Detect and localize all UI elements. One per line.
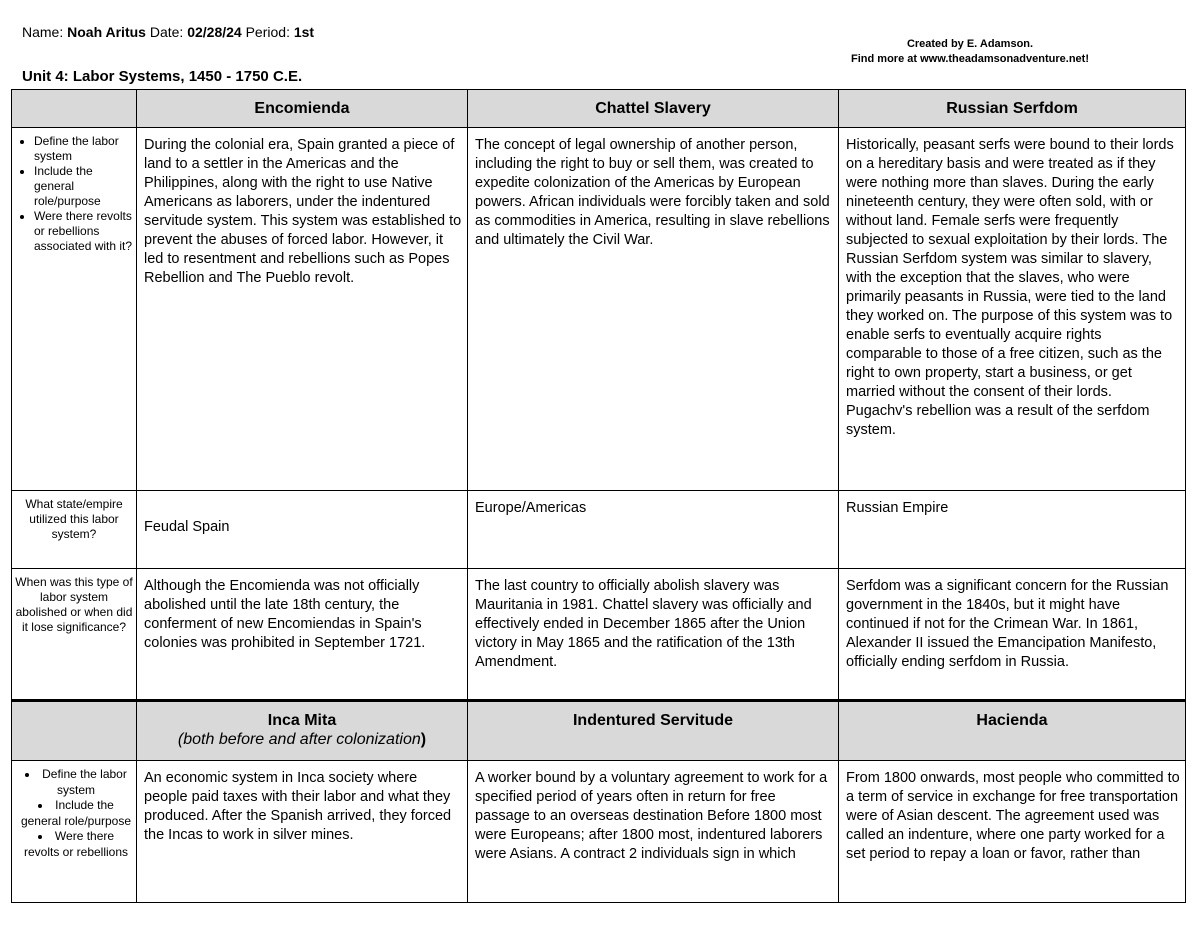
name-label: Name:	[22, 24, 64, 40]
table1-definition-row	[12, 128, 1186, 491]
question-item: • Were there revolts or rebellions	[20, 829, 132, 860]
table1-header-row	[12, 90, 1186, 128]
answer-serfdom-state: Russian Empire	[839, 491, 1186, 569]
table1-state-row	[12, 491, 1186, 569]
answer-chattel-abolished: The last country to officially abolish slavery was Mauritania in 1981. Chattel slavery was officially and effectively ended in December 1865 after the Union victory in May 1865 and the ratification of the 13th Amendment.	[468, 569, 839, 701]
answer-encomienda-state: Feudal Spain	[137, 491, 468, 569]
answer-encomienda-definition: During the colonial era, Spain granted a piece of land to a settler in the Americas and the Philippines, along with the right to use Native Americans as laborers, under the indentured servitude system. This system was established to prevent the abuses of forced labor. However, it led to resentment and rebellions such as Popes Rebellion and The Pueblo revolt.	[137, 128, 468, 491]
corner-cell	[12, 701, 137, 761]
answer-hacienda-definition: From 1800 onwards, most people who committed to a term of service in exchange for free transportation were of Asian descent. The agreement used was called an indenture, where one party worked for a set period to repay a loan or favor, rather than	[839, 761, 1186, 903]
question-item: • Include the general role/purpose	[34, 164, 134, 209]
inca-mita-subtitle	[137, 731, 467, 749]
answer-encomienda-abolished: Although the Encomienda was not officially abolished until the late 18th century, the conferment of new Encomiendas in Spain's colonies was prohibited in September 1721.	[137, 569, 468, 701]
period-label: Period:	[245, 24, 290, 40]
question-list	[12, 128, 136, 254]
column-header-indentured-servitude: Indentured Servitude	[468, 701, 839, 761]
student-name: Noah Aritus	[67, 24, 146, 40]
corner-cell	[12, 90, 137, 128]
answer-chattel-state: Europe/Americas	[468, 491, 839, 569]
unit-title: Unit 4: Labor Systems, 1450 - 1750 C.E.	[22, 68, 303, 85]
answer-serfdom-definition: Historically, peasant serfs were bound to their lords on a hereditary basis and were treated as if they were nothing more than slaves. During the early nineteenth century, they were often sold, with or without land. Female serfs were frequently subjected to sexual exploitation by their lords. The Russian Serfdom system was similar to slavery, with the exception that the slaves, who were primarily peasants in Russia, were tied to the land they worked on. The purpose of this system was to enable serfs to eventually acquire rights comparable to those of a free citizen, such as the right to own property, start a business, or get married without the consent of their lords. Pugachv's rebellion was a result of the serfdom system.	[839, 128, 1186, 491]
table1-abolished-row	[12, 569, 1186, 701]
credit-website: Find more at www.theadamsonadventure.net!	[851, 53, 1089, 65]
question-list-2	[12, 761, 136, 860]
table2-definition-row	[12, 761, 1186, 903]
question-item: • Define the labor system	[20, 767, 132, 798]
question-cell-definition	[12, 128, 137, 491]
column-header-russian-serfdom: Russian Serfdom	[839, 90, 1186, 128]
student-info-line	[22, 24, 314, 40]
credit-author: Created by E. Adamson.	[906, 38, 1034, 50]
answer-serfdom-abolished: Serfdom was a significant concern for the Russian government in the 1840s, but it might have continued if not for the Crimean War. In 1861, Alexander II issued the Emancipation Manifesto, officially ending serfdom in Russia.	[839, 569, 1186, 701]
column-header-chattel-slavery: Chattel Slavery	[468, 90, 839, 128]
inca-mita-subtitle-text: (both before and after colonization	[177, 731, 421, 748]
question-item: • Include the general role/purpose	[20, 798, 132, 829]
table2-header-row	[12, 701, 1186, 761]
column-header-hacienda: Hacienda	[839, 701, 1186, 761]
column-header-encomienda: Encomienda	[137, 90, 468, 128]
question-cell-abolished: When was this type of labor system abolished or when did it lose significance?	[12, 569, 137, 701]
answer-indentured-definition: A worker bound by a voluntary agreement to work for a specified period of years often in return for free passage to an overseas destination Before 1800 most were Europeans; after 1800 most, indentured laborers were Asians. A contract 2 individuals sign in which	[468, 761, 839, 903]
column-header-inca-mita	[137, 701, 468, 761]
question-cell-state: What state/empire utilized this labor system?	[12, 491, 137, 569]
date-label: Date:	[149, 24, 184, 40]
date-value: 02/28/24	[187, 24, 242, 40]
question-cell-definition-2	[12, 761, 137, 903]
inca-mita-subtitle-paren: )	[420, 731, 427, 748]
answer-inca-mita-definition: An economic system in Inca society where people paid taxes with their labor and what they produced. After the Spanish arrived, they forced the Incas to work in silver mines.	[137, 761, 468, 903]
period-value: 1st	[293, 24, 315, 40]
answer-chattel-definition: The concept of legal ownership of another person, including the right to buy or sell them, was created to expedite colonization of the Americas by European powers. African individuals were forcibly taken and sold as commodities in America, resulting in slave rebellions and ultimately the Civil War.	[468, 128, 839, 491]
question-item: • Define the labor system	[34, 134, 134, 164]
labor-systems-table	[11, 89, 1186, 903]
question-item: • Were there revolts or rebellions associated with it?	[34, 209, 134, 254]
inca-mita-title: Inca Mita	[267, 712, 337, 729]
credit-block	[820, 37, 1120, 67]
